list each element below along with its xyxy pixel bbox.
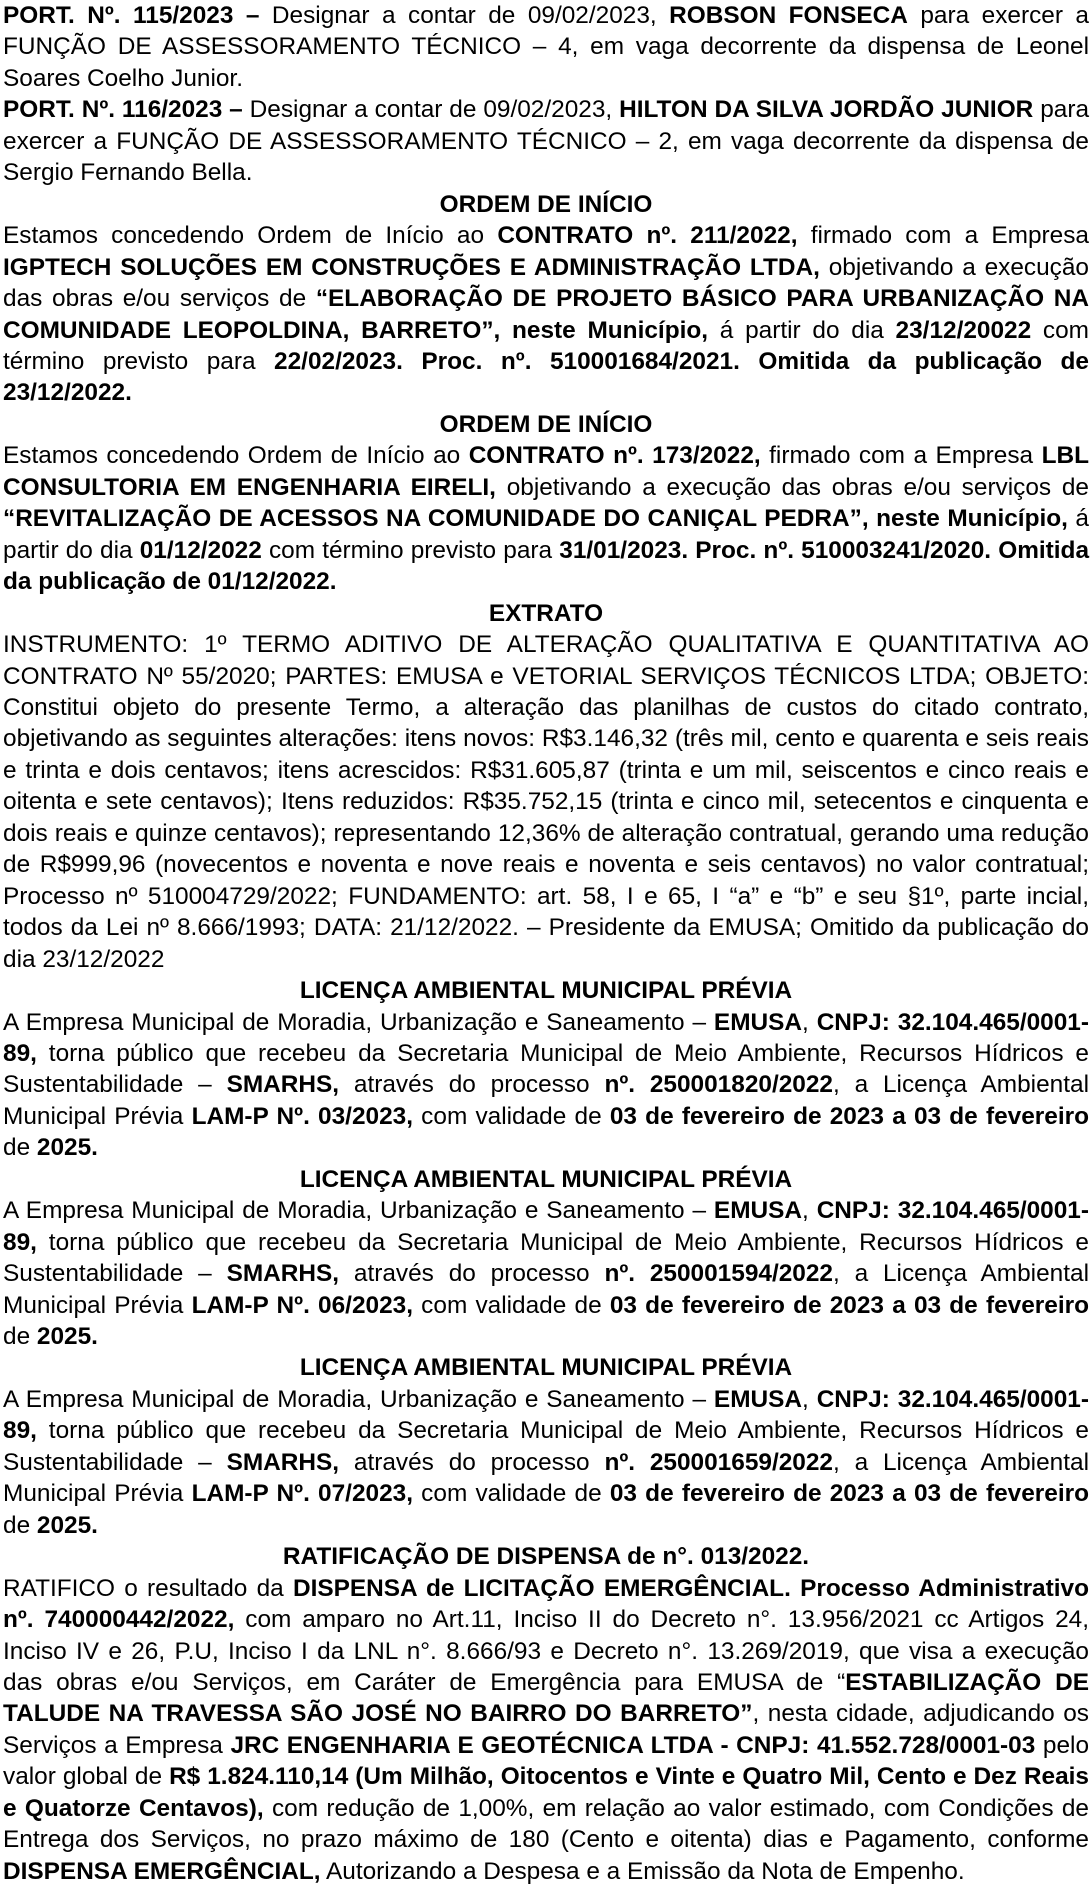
text-run: de xyxy=(3,1323,37,1351)
bold-text-run: 31/01/2023. Proc. nº. 510003241/2020. Omitida da publicação de 01/12/2022. xyxy=(3,536,1090,596)
text-run: RATIFICO o resultado da xyxy=(3,1574,293,1602)
bold-text-run: LAM-P Nº. 07/2023, xyxy=(191,1480,413,1508)
bold-text-run: 22/02/2023. Proc. nº. 510001684/2021. Omitida da publicação de 23/12/2022. xyxy=(3,347,1089,407)
bold-text-run: LAM-P Nº. 06/2023, xyxy=(191,1291,413,1319)
text-run: Autorizando a Despesa e a Emissão da Nota de Empenho. xyxy=(320,1857,965,1885)
paragraph-port-116 xyxy=(3,94,1089,188)
bold-text-run: 2025. xyxy=(36,1511,98,1539)
bold-text-run: ROBSON FONSECA xyxy=(669,2,908,29)
section-heading-licenca-2: LICENÇA AMBIENTAL MUNICIPAL PRÉVIA xyxy=(299,1165,793,1193)
bold-text-run: LAM-P Nº. 03/2023, xyxy=(191,1102,413,1130)
paragraph-port-115 xyxy=(3,0,1089,94)
text-run: objetivando a execução das obras e/ou serviços de xyxy=(495,473,1089,501)
paragraph-ordem-inicio-1-body xyxy=(3,220,1089,409)
section-heading-ordem-inicio-2: ORDEM DE INÍCIO xyxy=(439,410,653,438)
text-run: de xyxy=(3,1511,37,1539)
text-run: pelo valor global de xyxy=(3,1731,1090,1791)
paragraph-ratificacao-body xyxy=(3,1573,1089,1888)
text-run: , nesta cidade, adjudicando os Serviços a Empresa xyxy=(3,1700,1089,1759)
bold-text-run: nº. 250001594/2022 xyxy=(604,1260,833,1288)
bold-text-run: EMUSA xyxy=(713,1008,803,1036)
bold-text-run: DISPENSA EMERGÊNCIAL, xyxy=(3,1857,321,1885)
text-run: , xyxy=(802,1385,817,1413)
text-run: torna público que recebeu da Secretaria Municipal de Meio Ambiente, Recursos Hídricos e Sustentabilidade – xyxy=(3,1228,1089,1288)
bold-text-run: 03 de fevereiro de 2023 a 03 de fevereiro xyxy=(609,1480,1089,1508)
paragraph-licenca-2-body xyxy=(3,1195,1089,1352)
text-run: INSTRUMENTO: 1º TERMO ADITIVO DE ALTERAÇÃO QUALITATIVA E QUANTITATIVA AO CONTRATO Nº 55/2020; PARTES: EMUSA e VETORIAL SERVIÇOS TÉCNICOS LTDA; OBJETO: Constitui objeto do presente Termo, a alteração das planilhas de custos do citado contrato, objetivando as seguintes alterações: itens novos: R$3.146,32 (três mil, cento e quarenta e seis reais e trinta e dois centavos; itens acrescidos: R$31.605,87 (trinta e um mil, seiscentos e cinco reais e oitenta e sete centavos); Itens reduzidos: R$35.752,15 (trinta e cinco mil, setecentos e cinquenta e dois reais e quinze centavos); representando 12,36% de alteração contratual, gerando uma redução de R$999,96 (novecentos e noventa e nove reais e noventa e seis centavos) no valor contratual; Processo nº 510004729/2022; FUNDAMENTO: art. 58, I e 65, I “a” e “b” e seu §1º, parte incial, todos da Lei nº 8.666/1993; DATA: 21/12/2022. – Presidente da EMUSA; Omitido da publicação do dia 23/12/2022 xyxy=(3,631,1089,973)
text-run: com amparo no Art.11, Inciso II do Decreto n°. 13.956/2021 cc Artigos 24, Inciso IV e 26, P.U, Inciso I da LNL n°. 8.666/93 e Decreto n°. 13.269/2019, que visa a execução das obras e/ou Serviços, em Caráter de Emergência para EMUSA de “ xyxy=(3,1606,1089,1697)
bold-text-run: SMARHS, xyxy=(226,1448,340,1476)
text-run: Designar a contar de 09/02/2023, xyxy=(259,2,670,29)
bold-text-run: “REVITALIZAÇÃO DE ACESSOS NA COMUNIDADE DO CANIÇAL PEDRA”, neste Município, xyxy=(3,505,1068,533)
text-run: , a Licença Ambiental Municipal Prévia xyxy=(3,1071,1089,1130)
bold-text-run: CNPJ: 32.104.465/0001-89, xyxy=(3,1385,1089,1445)
bold-text-run: CNPJ: 32.104.465/0001-89, xyxy=(3,1008,1089,1067)
text-run: , xyxy=(802,1008,817,1036)
section-heading-licenca-1: LICENÇA AMBIENTAL MUNICIPAL PRÉVIA xyxy=(299,977,793,1005)
bold-text-run: EMUSA xyxy=(713,1385,803,1413)
bold-text-run: 03 de fevereiro de 2023 a 03 de fevereiro xyxy=(609,1291,1089,1319)
text-run: para exercer a FUNÇÃO DE ASSESSORAMENTO TÉCNICO – 4, em vaga decorrente da dispensa de Leonel Soares Coelho Junior. xyxy=(3,2,1089,92)
text-run: através do processo xyxy=(339,1071,605,1099)
bold-text-run: IGPTECH SOLUÇÕES EM CONSTRUÇÕES E ADMINISTRAÇÃO LTDA, xyxy=(3,253,820,281)
bold-text-run: nº. 250001820/2022 xyxy=(604,1071,833,1099)
bold-text-run: 2025. xyxy=(36,1323,98,1351)
section-heading-extrato: EXTRATO xyxy=(488,599,604,627)
bold-text-run: “ELABORAÇÃO DE PROJETO BÁSICO PARA URBANIZAÇÃO NA COMUNIDADE LEOPOLDINA, BARRETO”, neste Município, xyxy=(3,285,1089,344)
text-run: Estamos concedendo Ordem de Início ao xyxy=(3,222,498,250)
text-run: com validade de xyxy=(412,1480,610,1508)
text-run: torna público que recebeu da Secretaria Municipal de Meio Ambiente, Recursos Hídricos e Sustentabilidade – xyxy=(3,1417,1089,1476)
bold-text-run: JRC ENGENHARIA E GEOTÉCNICA LTDA - CNPJ: 41.552.728/0001-03 xyxy=(230,1731,1036,1759)
bold-text-run: DISPENSA de LICITAÇÃO EMERGÊNCIAL. Processo Administrativo nº. 740000442/2022, xyxy=(3,1574,1089,1634)
section-heading-licenca-3: LICENÇA AMBIENTAL MUNICIPAL PRÉVIA xyxy=(299,1354,793,1382)
text-run: firmado com a Empresa xyxy=(760,442,1042,470)
paragraph-ordem-inicio-2-body xyxy=(3,440,1089,597)
bold-text-run: nº. 250001659/2022 xyxy=(604,1448,833,1476)
bold-text-run: SMARHS, xyxy=(226,1071,340,1099)
text-run: firmado com a Empresa xyxy=(797,222,1089,250)
bold-text-run: CNPJ: 32.104.465/0001-89, xyxy=(3,1197,1089,1256)
text-run: através do processo xyxy=(339,1448,605,1476)
text-run: , a Licença Ambiental Municipal Prévia xyxy=(3,1448,1089,1508)
bold-text-run: LBL CONSULTORIA EM ENGENHARIA EIRELI, xyxy=(3,442,1089,501)
text-run: com redução de 1,00%, em relação ao valor estimado, com Condições de Entrega dos Serviços, no prazo máximo de 180 (Cento e oitenta) dias e Pagamento, conforme xyxy=(3,1794,1089,1854)
text-run: Designar a contar de 09/02/2023, xyxy=(242,96,620,124)
text-run: , a Licença Ambiental Municipal Prévia xyxy=(3,1260,1089,1319)
text-run: á partir do dia xyxy=(3,505,1089,564)
bold-text-run: PORT. Nº. 116/2023 – xyxy=(3,96,243,124)
bold-text-run: EMUSA xyxy=(713,1197,803,1225)
section-heading-ordem-inicio-1: ORDEM DE INÍCIO xyxy=(439,190,653,218)
text-run: com validade de xyxy=(412,1102,610,1130)
text-run: com término previsto para xyxy=(3,316,1089,375)
text-run: A Empresa Municipal de Moradia, Urbanização e Saneamento – xyxy=(3,1008,714,1036)
bold-text-run: CONTRATO nº. 211/2022, xyxy=(497,222,798,250)
text-run: para exercer a FUNÇÃO DE ASSESSORAMENTO TÉCNICO – 2, em vaga decorrente da dispensa de Sergio Fernando Bella. xyxy=(3,96,1090,187)
bold-text-run: 01/12/2022 xyxy=(139,536,262,564)
text-run: A Empresa Municipal de Moradia, Urbanização e Saneamento – xyxy=(3,1385,714,1413)
bold-text-run: PORT. Nº. 115/2023 – xyxy=(3,2,260,29)
bold-text-run: CONTRATO nº. 173/2022, xyxy=(468,442,761,470)
bold-text-run: R$ 1.824.110,14 (Um Milhão, Oitocentos e Vinte e Quatro Mil, Cento e Dez Reais e Quatorze Centavos), xyxy=(3,1763,1089,1822)
text-run: através do processo xyxy=(339,1260,605,1288)
paragraph-licenca-1-body xyxy=(3,1007,1089,1164)
text-run: á partir do dia xyxy=(708,316,896,344)
text-run: com validade de xyxy=(412,1291,610,1319)
bold-text-run: HILTON DA SILVA JORDÃO JUNIOR xyxy=(619,96,1034,124)
bold-text-run: 03 de fevereiro de 2023 a 03 de fevereiro xyxy=(609,1102,1089,1130)
text-run: Estamos concedendo Ordem de Início ao xyxy=(3,442,469,470)
text-run: A Empresa Municipal de Moradia, Urbanização e Saneamento – xyxy=(3,1197,714,1225)
text-run: , xyxy=(802,1197,817,1225)
section-heading-ratificacao: RATIFICAÇÃO DE DISPENSA de n°. 013/2022. xyxy=(282,1543,810,1571)
text-run: torna público que recebeu da Secretaria Municipal de Meio Ambiente, Recursos Hídricos e Sustentabilidade – xyxy=(3,1039,1089,1099)
bold-text-run: ESTABILIZAÇÃO DE TALUDE NA TRAVESSA SÃO JOSÉ NO BAIRRO DO BARRETO” xyxy=(3,1669,1089,1728)
text-run: com término previsto para xyxy=(261,536,560,564)
paragraph-licenca-3-body xyxy=(3,1384,1089,1541)
bold-text-run: SMARHS, xyxy=(226,1260,340,1288)
paragraph-extrato-body xyxy=(3,629,1089,975)
bold-text-run: 2025. xyxy=(36,1134,98,1162)
text-run: de xyxy=(3,1134,37,1162)
text-run: objetivando a execução das obras e/ou serviços de xyxy=(3,253,1089,313)
bold-text-run: 23/12/20022 xyxy=(895,316,1032,344)
